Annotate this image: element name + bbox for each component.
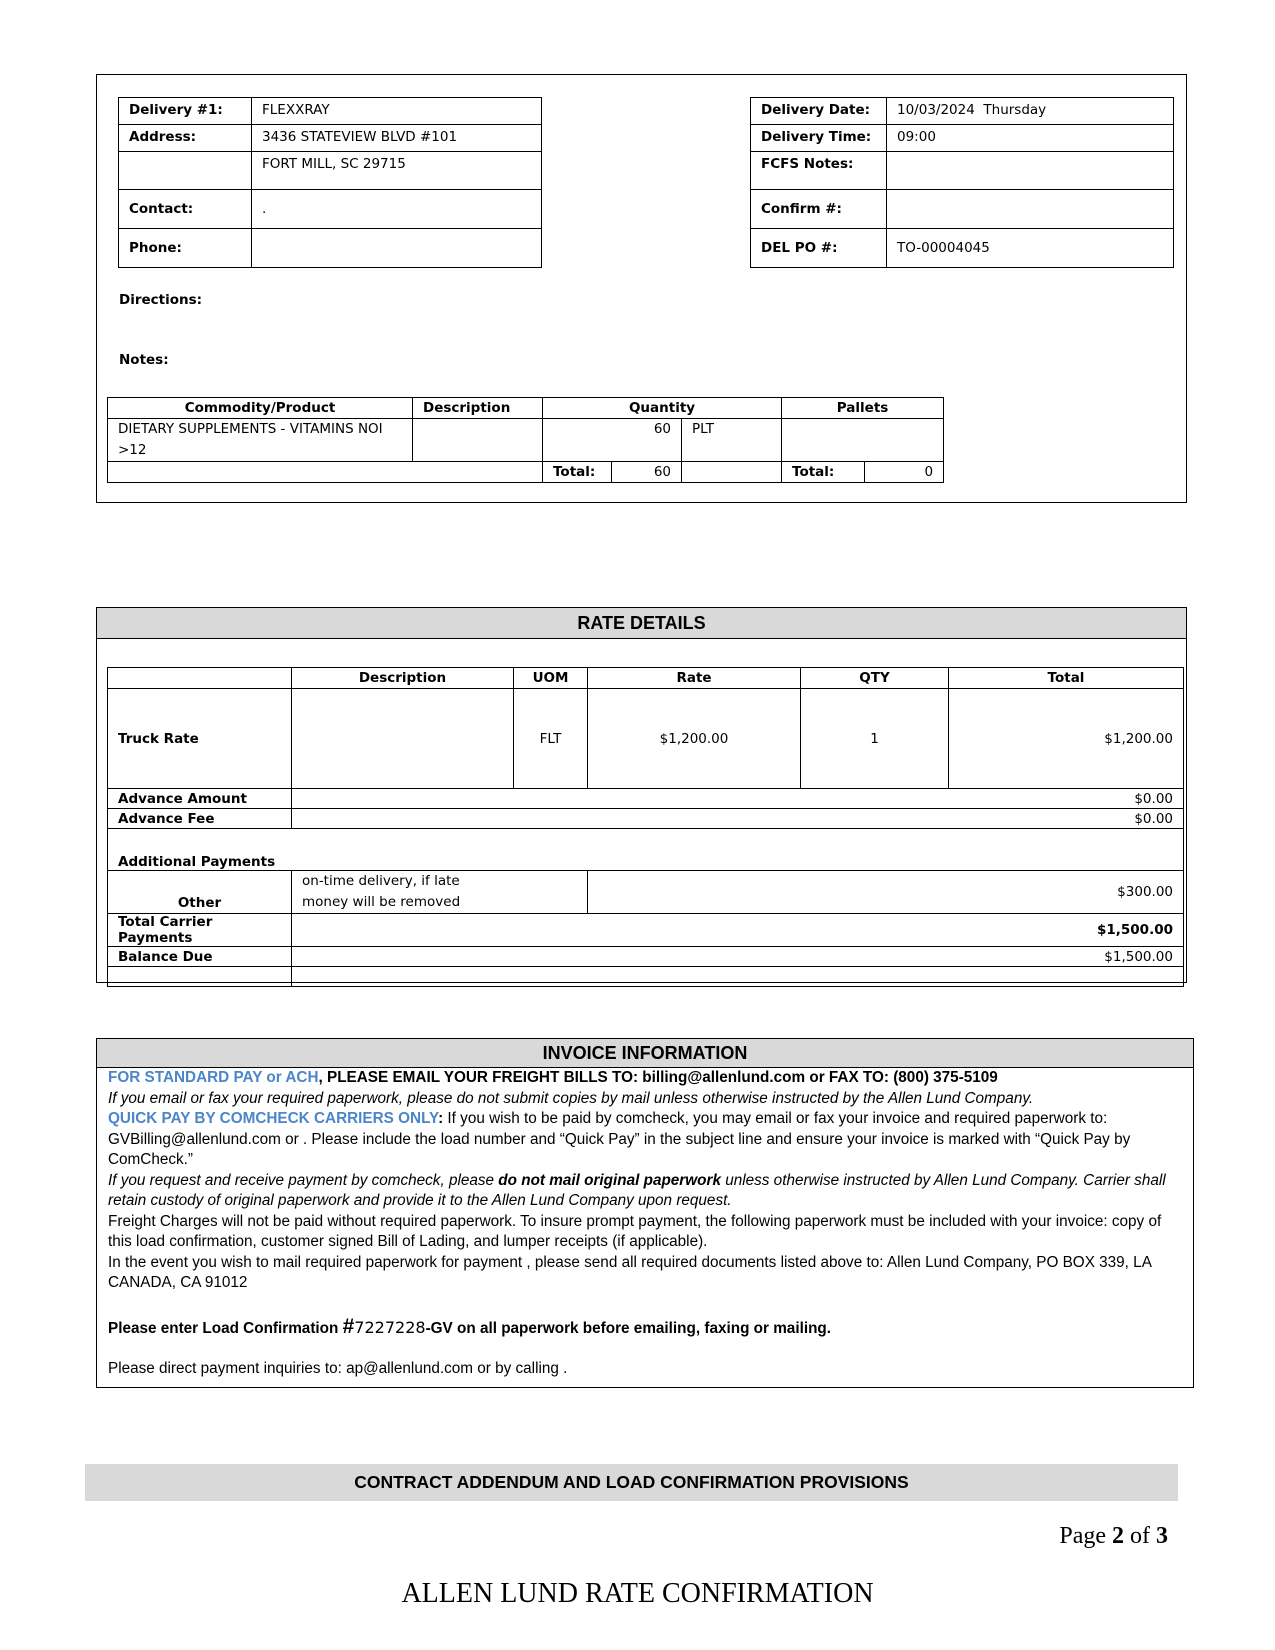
- quantity-value: 60: [543, 419, 682, 462]
- page-total: 3: [1156, 1523, 1168, 1549]
- truck-rate-uom: FLT: [514, 689, 588, 789]
- contact-value: .: [252, 190, 542, 229]
- quick-pay-paragraph: [108, 1109, 1184, 1171]
- delivery-date-value: 10/03/2024 Thursday: [887, 98, 1174, 125]
- comcheck-text-a: If you request and receive payment by comcheck, please: [108, 1171, 499, 1189]
- commodity-description: [413, 419, 543, 462]
- del-po-label: DEL PO #:: [751, 229, 887, 268]
- quantity-unit: PLT: [682, 419, 782, 462]
- phone-value: [252, 229, 542, 268]
- address-label: Address:: [119, 125, 252, 152]
- standard-pay-line: [108, 1068, 1184, 1089]
- commodity-line2: >12: [118, 442, 147, 458]
- truck-rate-label: Truck Rate: [108, 689, 292, 789]
- advance-fee-label: Advance Fee: [108, 809, 292, 829]
- pallets-total-label: Total:: [782, 462, 865, 483]
- mail-paperwork-paragraph: In the event you wish to mail required paperwork for payment , please send all required documents listed above to: Allen Lund Company, PO BOX 339, LA CANADA, CA 91012: [108, 1253, 1152, 1291]
- delivery-date-label: Delivery Date:: [751, 98, 887, 125]
- total-row-blank: [108, 462, 543, 483]
- other-desc-line1: on-time delivery, if late: [302, 873, 460, 889]
- del-po-value: TO-00004045: [887, 229, 1174, 268]
- fcfs-notes-value: [887, 152, 1174, 190]
- other-label: Other: [108, 871, 292, 914]
- other-value: $300.00: [588, 871, 1184, 914]
- rate-header-blank: [108, 668, 292, 689]
- page-current: 2: [1112, 1523, 1124, 1549]
- other-description: [292, 871, 588, 914]
- delivery-number-value: FLEXXRAY: [252, 98, 542, 125]
- additional-payments-label: Additional Payments: [108, 829, 1184, 871]
- pallets-total-value: 0: [865, 462, 944, 483]
- invoice-information-title: INVOICE INFORMATION: [96, 1038, 1194, 1068]
- page-of: of: [1124, 1523, 1156, 1549]
- address-line2: FORT MILL, SC 29715: [252, 152, 542, 190]
- comcheck-text-c: unless otherwise instructed by Allen Lund Company. Carrier shall retain custody of original paperwork and provide it to the Allen Lund Company upon request.: [108, 1171, 1166, 1209]
- document-footer-title: ALLEN LUND RATE CONFIRMATION: [401, 1578, 874, 1609]
- contact-label: Contact:: [119, 190, 252, 229]
- load-confirmation-text: Please enter Load Confirmation: [108, 1319, 343, 1337]
- phone-label: Phone:: [119, 229, 252, 268]
- truck-rate-rate: $1,200.00: [588, 689, 801, 789]
- comcheck-emphasis: do not mail original paperwork: [498, 1171, 721, 1189]
- comcheck-paragraph: [108, 1171, 1184, 1212]
- standard-pay-highlight: FOR STANDARD PAY or ACH: [108, 1069, 319, 1086]
- load-confirmation-line: [108, 1314, 1184, 1340]
- standard-pay-text: , PLEASE EMAIL YOUR FREIGHT BILLS TO: billing@allenlund.com or FAX TO: (800) 375-5109: [318, 1069, 998, 1086]
- rate-header-qty: QTY: [801, 668, 949, 689]
- load-confirmation-suffix: -GV on all paperwork before emailing, faxing or mailing.: [425, 1319, 832, 1337]
- quantity-total-label: Total:: [543, 462, 612, 483]
- quick-pay-text: If you wish to be paid by comcheck, you may email or fax your invoice and required paperwork to: GVBilling@allenlund.com or . Please include the load number and “Quick Pay” in the subject line and ensure your invoice is marked with “Quick Pay by ComCheck.”: [108, 1110, 1131, 1168]
- contract-addendum-title: CONTRACT ADDENDUM AND LOAD CONFIRMATION PROVISIONS: [85, 1464, 1178, 1501]
- commodity-table: [107, 397, 944, 483]
- load-hash-symbol: #: [342, 1314, 355, 1338]
- advance-amount-label: Advance Amount: [108, 789, 292, 809]
- freight-charges-paragraph: Freight Charges will not be paid without required paperwork. To insure prompt payment, the following paperwork must be included with your invoice: copy of this load confirmation, customer signed Bill of Lading, and lumper receipts (if applicable).: [108, 1212, 1162, 1250]
- quantity-header: Quantity: [543, 398, 782, 419]
- quick-pay-colon: :: [438, 1110, 444, 1127]
- quantity-total-value: 60: [612, 462, 682, 483]
- delivery-time-label: Delivery Time:: [751, 125, 887, 152]
- rate-header-uom: UOM: [514, 668, 588, 689]
- notes-label: Notes:: [119, 352, 169, 368]
- other-desc-line2: money will be removed: [302, 894, 461, 910]
- truck-rate-total: $1,200.00: [949, 689, 1184, 789]
- balance-due-label: Balance Due: [108, 947, 292, 967]
- delivery-number-label: Delivery #1:: [119, 98, 252, 125]
- load-number: 7227228: [354, 1317, 426, 1337]
- invoice-body: [108, 1068, 1184, 1380]
- advance-fee-value: $0.00: [292, 809, 1184, 829]
- quick-pay-highlight: QUICK PAY BY COMCHECK CARRIERS ONLY: [108, 1110, 439, 1127]
- commodity-cell: [108, 419, 413, 462]
- rate-details-title: RATE DETAILS: [96, 607, 1187, 639]
- commodity-line1: DIETARY SUPPLEMENTS - VITAMINS NOI: [118, 421, 383, 437]
- rate-header-description: Description: [292, 668, 514, 689]
- payment-inquiries-line: Please direct payment inquiries to: ap@allenlund.com or by calling .: [108, 1360, 568, 1377]
- advance-amount-value: $0.00: [292, 789, 1184, 809]
- address-line1: 3436 STATEVIEW BLVD #101: [252, 125, 542, 152]
- truck-rate-description: [292, 689, 514, 789]
- pallets-header: Pallets: [782, 398, 944, 419]
- page-number: [1000, 1523, 1168, 1550]
- delivery-info-table: [118, 97, 542, 268]
- email-fax-notice: If you email or fax your required paperwork, please do not submit copies by mail unless otherwise instructed by the Allen Lund Company.: [108, 1089, 1034, 1107]
- fcfs-notes-label: FCFS Notes:: [751, 152, 887, 190]
- rate-footer-blank-right: [292, 967, 1184, 987]
- rate-header-rate: Rate: [588, 668, 801, 689]
- total-carrier-payments-value: $1,500.00: [292, 914, 1184, 947]
- rate-footer-blank-left: [108, 967, 292, 987]
- page-prefix: Page: [1059, 1523, 1112, 1549]
- confirm-number-label: Confirm #:: [751, 190, 887, 229]
- pallets-value: [782, 419, 944, 462]
- address-label-blank: [119, 152, 252, 190]
- description-header: Description: [413, 398, 543, 419]
- quantity-total-blank: [682, 462, 782, 483]
- confirm-number-value: [887, 190, 1174, 229]
- total-carrier-payments-label: Total Carrier Payments: [108, 914, 292, 947]
- commodity-header: Commodity/Product: [108, 398, 413, 419]
- delivery-time-value: 09:00: [887, 125, 1174, 152]
- delivery-schedule-table: [750, 97, 1174, 268]
- rate-header-total: Total: [949, 668, 1184, 689]
- balance-due-value: $1,500.00: [292, 947, 1184, 967]
- directions-label: Directions:: [119, 292, 203, 308]
- rate-details-table: [107, 667, 1184, 987]
- truck-rate-qty: 1: [801, 689, 949, 789]
